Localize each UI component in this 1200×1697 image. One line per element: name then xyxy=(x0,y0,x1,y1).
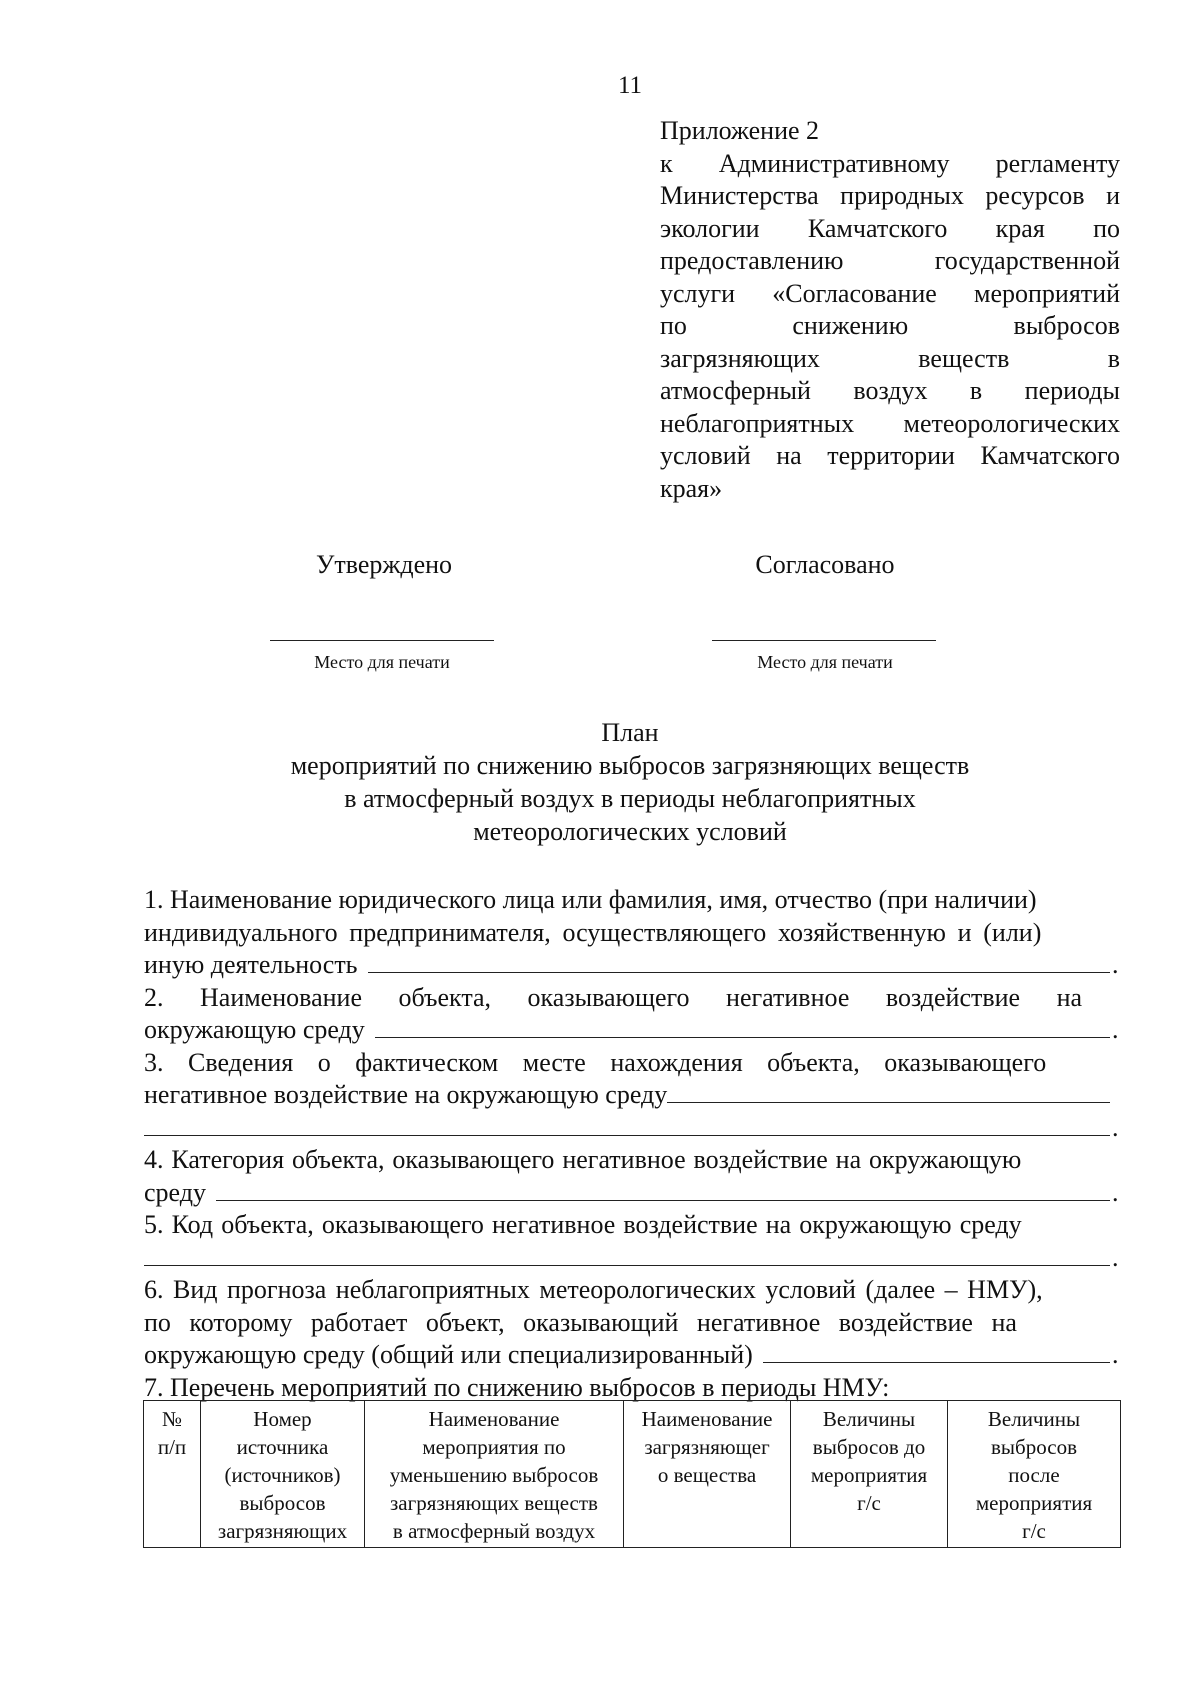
object-location-field-continued[interactable] xyxy=(144,1113,1110,1136)
forecast-type-field[interactable] xyxy=(763,1340,1110,1363)
appendix-line: услуги «Согласование мероприятий xyxy=(660,278,1120,308)
table-header-cell: Величины выбросов после мероприятия г/с xyxy=(948,1401,1121,1548)
measures-table xyxy=(143,1400,1121,1548)
page-number: 11 xyxy=(617,72,643,99)
agreed-signature-line xyxy=(712,640,936,641)
item-4-line: среду . xyxy=(144,1177,1119,1207)
item-6-line: по которому работает объект, оказывающий негативное воздействие на xyxy=(144,1307,1017,1337)
stamp-caption-left: Место для печати xyxy=(314,652,450,672)
appendix-line: предоставлению государственной xyxy=(660,246,1120,275)
item-5-line: . xyxy=(144,1242,1120,1275)
item-4-line: 4. Категория объекта, оказывающего негативное воздействие на окружающую xyxy=(144,1145,1022,1174)
object-location-field[interactable] xyxy=(667,1080,1110,1103)
appendix-line: Приложение 2 xyxy=(660,116,820,145)
item-1-line: индивидуального предпринимателя, осуществляющего хозяйственную и (или) xyxy=(144,917,1042,947)
object-category-field[interactable] xyxy=(216,1178,1110,1201)
appendix-line: Министерства природных ресурсов и xyxy=(660,181,1120,210)
item-3-line: . xyxy=(144,1112,1120,1145)
appendix-line: условий на территории Камчатского xyxy=(660,441,1120,470)
appendix-line: атмосферный воздух в периоды xyxy=(660,376,1120,405)
item-1-line: иную деятельность . xyxy=(144,950,1119,979)
appendix-line: неблагоприятных метеорологических xyxy=(660,408,1120,438)
table-header-cell: Величины выбросов до мероприятия г/с xyxy=(791,1401,948,1548)
item-2-line: окружающую среду . xyxy=(144,1015,1119,1044)
item-6-line: окружающую среду (общий или специализированный) . xyxy=(144,1340,1119,1369)
item-2-line: 2. Наименование объекта, оказывающего негативное воздействие на xyxy=(144,982,1083,1012)
plan-title-line: в атмосферный воздух в периоды неблагоприятных xyxy=(344,784,916,813)
item-6-line: 6. Вид прогноза неблагоприятных метеорологических условий (далее – НМУ), xyxy=(144,1275,1043,1304)
plan-title-line: метеорологических условий xyxy=(473,817,787,846)
item-3-line: 3. Сведения о фактическом месте нахождения объекта, оказывающего xyxy=(144,1047,1047,1077)
table-header-cell: Номер источника (источников) выбросов загрязняющих xyxy=(201,1401,365,1548)
table-header-cell: № п/п xyxy=(144,1401,201,1548)
object-name-field[interactable] xyxy=(375,1015,1110,1038)
item-7-line: 7. Перечень мероприятий по снижению выбросов в периоды НМУ: xyxy=(144,1372,890,1402)
agreed-label: Согласовано xyxy=(755,550,895,579)
appendix-line: загрязняющих веществ в xyxy=(660,343,1120,373)
table-header-cell: Наименование загрязняющег о вещества xyxy=(624,1401,791,1548)
appendix-line: к Административному регламенту xyxy=(660,148,1120,178)
plan-title-line: мероприятий по снижению выбросов загрязняющих веществ xyxy=(290,751,970,780)
legal-entity-name-field[interactable] xyxy=(368,950,1110,973)
approved-signature-line xyxy=(270,640,494,641)
appendix-block xyxy=(660,115,1120,505)
table-header-row xyxy=(144,1401,1121,1548)
appendix-line: края» xyxy=(660,473,723,503)
appendix-line: экологии Камчатского края по xyxy=(660,213,1120,243)
item-5-line: 5. Код объекта, оказывающего негативное воздействие на окружающую среду xyxy=(144,1210,1022,1239)
approved-label: Утверждено xyxy=(315,550,453,579)
table-header-cell: Наименование мероприятия по уменьшению выбросов загрязняющих веществ в атмосферный воздух xyxy=(365,1401,624,1548)
item-1-line: 1. Наименование юридического лица или фамилия, имя, отчество (при наличии) xyxy=(144,885,1037,914)
plan-items xyxy=(144,884,1120,1404)
object-code-field[interactable] xyxy=(144,1243,1110,1266)
plan-title-line: План xyxy=(601,718,659,747)
plan-title xyxy=(0,716,1200,848)
appendix-line: по снижению выбросов xyxy=(660,311,1120,340)
stamp-caption-right: Место для печати xyxy=(757,652,893,672)
item-3-line: негативное воздействие на окружающую среду xyxy=(144,1079,1120,1112)
